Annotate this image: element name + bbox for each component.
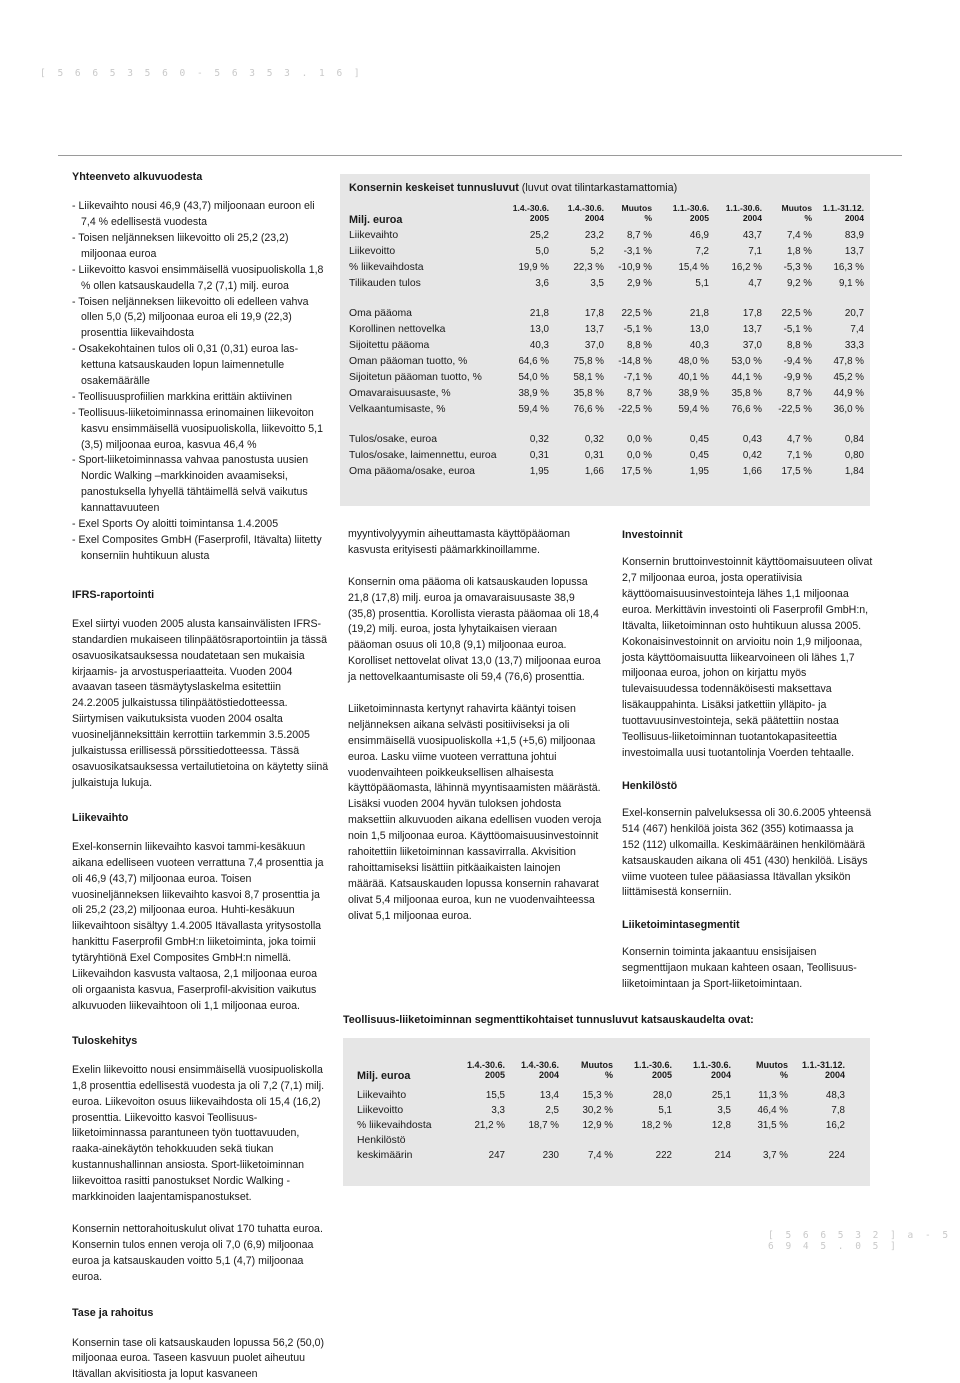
- kpi-cell: 3,5: [590, 278, 604, 289]
- segment-cell: 247: [488, 1150, 505, 1161]
- segment-cell: 18,7 %: [528, 1120, 559, 1131]
- mid-text-2: Konsernin oma pääoma oli katsauskauden lopussa 21,8 (17,8) milj. euroa ja omavaraisuusaste 38,9 (35,8) prosenttia. Korollista vierasta pääomaa oli 18,4 (19,2) milj. euroa, josta lyhytaikaisen vieraan pääoman osuus oli 10,8 (9,1) miljoonaa euroa. Korolliset nettovelat olivat 13,0 (13,7) miljoonaa euroa ja nettovelkaantumisaste oli 59,4 (76,6) prosenttia.: [348, 575, 601, 684]
- segment-column-year: %: [604, 1070, 613, 1081]
- kpi-cell: 13,0: [689, 324, 709, 335]
- segment-column-header: [732, 1060, 788, 1081]
- kpi-group-gap: [349, 294, 861, 308]
- segment-row-label: Henkilöstö keskimäärin: [357, 1135, 413, 1161]
- segment-cell: 31,5 %: [757, 1120, 788, 1131]
- kpi-column-header: [596, 204, 652, 224]
- kpi-row-label: Velkaantumisaste, %: [349, 404, 446, 415]
- segment-column-year: 2005: [651, 1070, 672, 1081]
- segment-column-year: 2004: [710, 1070, 731, 1081]
- kpi-cell: 17,8: [742, 308, 762, 319]
- kpi-cell: 0,0 %: [626, 434, 652, 445]
- kpi-row: [349, 434, 864, 450]
- kpi-row: [349, 340, 864, 356]
- kpi-cell: 1,8 %: [786, 246, 812, 257]
- kpi-cell: 5,2: [590, 246, 604, 257]
- kpi-cell: 44,1 %: [731, 372, 762, 383]
- kpi-cell: 17,8: [584, 308, 604, 319]
- kpi-row: [349, 372, 864, 388]
- segment-cell: 12,9 %: [582, 1120, 613, 1131]
- kpi-cell: -22,5 %: [618, 404, 652, 415]
- kpi-header-row: [349, 203, 864, 230]
- segment-cell: 15,5: [485, 1090, 505, 1101]
- kpi-cell: 5,1: [695, 278, 709, 289]
- kpi-cell: 0,45: [689, 450, 709, 461]
- tuloskehitys-text-1: Exelin liikevoitto nousi ensimmäisellä vuosipuoliskolla 1,8 prosenttia edellisestä vuodesta ja oli 7,2 (7,1) milj. euroa. Liikevoiton osuus liikevaihdosta oli 15,4 (16,2) prosenttia. Liikevoitto kasvoi Teollisuus-liiketoiminnassa parantuneen työn tuottavuuden, raaka-ainekäytön tehokkuuden sekä tiukan kustannushallinnan ansiosta. Sport-liiketoiminnan liikevoittoa rasitti panostukset Nordic Walking -markkinoiden laajentamispanostukset.: [72, 1063, 325, 1203]
- kpi-column-header: [756, 204, 812, 224]
- kpi-row: [349, 278, 864, 294]
- liikevaihto-heading: Liikevaihto: [72, 811, 129, 824]
- segment-column-period: 1.1.-31.12.: [801, 1060, 845, 1070]
- segment-cell: 214: [714, 1150, 731, 1161]
- segment-cell: 25,1: [711, 1090, 731, 1101]
- kpi-title: Konsernin keskeiset tunnusluvut (luvut ovat tilintarkastamattomia): [349, 182, 678, 194]
- segment-cell: 5,1: [658, 1105, 672, 1116]
- kpi-cell: 76,6 %: [731, 404, 762, 415]
- tuloskehitys-heading: Tuloskehitys: [72, 1034, 138, 1047]
- segment-column-header: [557, 1060, 613, 1081]
- kpi-row: [349, 388, 864, 404]
- kpi-cell: 64,6 %: [518, 356, 549, 367]
- segment-cell: 3,5: [717, 1105, 731, 1116]
- kpi-cell: 0,45: [689, 434, 709, 445]
- kpi-cell: 9,1 %: [838, 278, 864, 289]
- kpi-column-year: 2004: [742, 212, 762, 223]
- kpi-cell: 16,2 %: [731, 262, 762, 273]
- segment-cell: 7,4 %: [587, 1150, 613, 1161]
- summary-list: [72, 199, 330, 564]
- kpi-row-label: Tulos/osake, laimennettu, euroa: [349, 450, 497, 461]
- kpi-cell: 44,9 %: [833, 388, 864, 399]
- segment-cell: 224: [828, 1150, 845, 1161]
- kpi-cell: 1,95: [689, 466, 709, 477]
- segment-cell: 3,3: [491, 1105, 505, 1116]
- kpi-column-period: 1.4.-30.6.: [512, 203, 549, 213]
- kpi-row-label: Sijoitettu pääoma: [349, 340, 430, 351]
- kpi-cell: 36,0 %: [833, 404, 864, 415]
- segment-column-header: [616, 1060, 672, 1081]
- kpi-body: [349, 230, 864, 482]
- kpi-column-header: [493, 204, 549, 224]
- kpi-row-label: Korollinen nettovelka: [349, 324, 446, 335]
- kpi-cell: 8,7 %: [626, 230, 652, 241]
- kpi-cell: 0,31: [584, 450, 604, 461]
- segment-cell: 13,4: [539, 1090, 559, 1101]
- kpi-cell: 1,66: [742, 466, 762, 477]
- kpi-cell: 0,42: [742, 450, 762, 461]
- summary-bullet: - Teollisuusprofiilien markkina erittäin aktiivinen: [72, 390, 293, 403]
- mid-text-1: myyntivolyyymin aiheuttamasta käyttöpääoman kasvusta erityisesti päämarkkinoillamme.: [348, 528, 570, 556]
- kpi-cell: 0,84: [844, 434, 864, 445]
- kpi-row-label: Tulos/osake, euroa: [349, 434, 437, 445]
- kpi-cell: 13,0: [529, 324, 549, 335]
- segment-cell: 18,2 %: [641, 1120, 672, 1131]
- summary-bullet: - Liikevoitto kasvoi ensimmäisellä vuosipuoliskolla 1,8 % ollen katsauskaudella 7,2 (7,1) milj. euroa: [72, 263, 324, 292]
- kpi-row-label: Liikevaihto: [349, 230, 399, 241]
- kpi-cell: 0,31: [529, 450, 549, 461]
- kpi-row-label: Sijoitetun pääoman tuotto, %: [349, 372, 482, 383]
- segment-cell: 7,8: [831, 1105, 845, 1116]
- kpi-column-period: 1.1.-30.6.: [725, 203, 762, 213]
- kpi-column-period: 1.1.-31.12.: [822, 203, 864, 213]
- summary-bullet: - Exel Composites GmbH (Faserprofil, Itävalta) liitetty konserniin huhtikuun alusta: [72, 533, 322, 562]
- kpi-cell: 1,95: [529, 466, 549, 477]
- segment-cell: 15,3 %: [582, 1090, 613, 1101]
- right-column: [622, 527, 874, 1009]
- kpi-cell: 43,7: [742, 230, 762, 241]
- kpi-cell: 23,2: [584, 230, 604, 241]
- kpi-cell: 47,8 %: [833, 356, 864, 367]
- summary-bullet: - Toisen neljänneksen liikevoitto oli edelleen vahva ollen 5,0 (5,2) miljoonaa euroa eli 19,9 (22,3) prosenttia liikevaihdosta: [72, 295, 309, 340]
- kpi-column-header: [653, 204, 709, 224]
- segment-cell: 28,0: [652, 1090, 672, 1101]
- investoinnit-text: Konsernin bruttoinvestoinnit käyttöomaisuuteen olivat 2,7 miljoonaa euroa, josta operatiivisia käyttöomaisuusinvestointeja lähes 1,1 miljoonaa euroa. Merkittävin investointi oli Faserprofil GmbH:n, Itävalta, liiketoiminnan osto huhtikuun alussa 2005. Kokonaisinvestoinnit on arvioitu noin 1,9 miljoonaa, josta käyttöomaisuutta liikearvoineen oli lähes 1,7 miljoonaa euroa, johon on kirjattu myös tulevaisuudessa todennäköisesti maksettava lisäkauppahinta. Lisäksi jatkettiin ylläpito- ja tuottavuusinvestointeja, sekä päätettiin nostaa Teollisuus-liiketoiminnan tuotantokapasiteettia investoimalla uusi tuotantolinja Voerden tehtaalle.: [622, 556, 873, 759]
- kpi-cell: 0,32: [529, 434, 549, 445]
- segmentit-text: Konsernin toiminta jakaantuu ensisijaisen segmenttijaon mukaan kahteen osaan, Teollisuus-liiketoimintaan ja Sport-liiketoimintaan.: [622, 946, 857, 991]
- segmentit-heading: Liiketoimintasegmentit: [622, 919, 740, 932]
- ifrs-heading: IFRS-raportointi: [72, 588, 155, 601]
- kpi-cell: 7,1: [748, 246, 762, 257]
- kpi-column-year: 2005: [529, 212, 549, 223]
- kpi-cell: 8,7 %: [626, 388, 652, 399]
- segment-cell: 48,3: [825, 1090, 845, 1101]
- kpi-cell: -5,3 %: [783, 262, 812, 273]
- kpi-unit-label: Milj. euroa: [349, 214, 403, 226]
- kpi-cell: 5,0: [535, 246, 549, 257]
- segment-column-header: [789, 1060, 845, 1081]
- kpi-column-year: 2004: [584, 212, 604, 223]
- kpi-cell: 40,3: [529, 340, 549, 351]
- kpi-cell: 21,8: [529, 308, 549, 319]
- kpi-cell: 37,0: [584, 340, 604, 351]
- kpi-row-label: Tilikauden tulos: [349, 278, 421, 289]
- segment-cell: 12,8: [711, 1120, 731, 1131]
- document-code-top: [ 5 6 6 5 3 5 6 0 - 5 6 3 5 3 . 1 6 ]: [40, 68, 363, 79]
- summary-bullet: - Sport-liiketoiminnassa vahvaa panostusta uusien Nordic Walking –markkinoiden avaamiseksi, panostuksella lyhyellä tähtäimellä selvä vaikutus kannattavuuteen: [72, 454, 309, 515]
- segment-column-year: %: [779, 1070, 788, 1081]
- henkilosto-heading: Henkilöstö: [622, 779, 678, 792]
- segment-column-year: 2004: [824, 1070, 845, 1081]
- segment-cell: 46,4 %: [757, 1105, 788, 1116]
- segment-column-period: 1.4.-30.6.: [520, 1060, 559, 1070]
- segment-row: [357, 1118, 856, 1133]
- segment-cell: 11,3 %: [758, 1090, 788, 1101]
- segment-table: [343, 1038, 870, 1186]
- segment-column-period: 1.1.-30.6.: [633, 1060, 672, 1070]
- kpi-cell: 25,2: [529, 230, 549, 241]
- kpi-row: [349, 466, 864, 482]
- segment-column-year: 2005: [484, 1070, 505, 1081]
- kpi-cell: 0,32: [584, 434, 604, 445]
- segment-row: [357, 1133, 856, 1163]
- summary-bullet: - Osakekohtainen tulos oli 0,31 (0,31) euroa las- kettuna katsauskauden lopun laimennetulle osakemäärälle: [72, 343, 299, 387]
- kpi-cell: -9,4 %: [783, 356, 812, 367]
- kpi-cell: -5,1 %: [783, 324, 812, 335]
- segment-row-label: % liikevaihdosta: [357, 1120, 432, 1131]
- kpi-row: [349, 246, 864, 262]
- kpi-row: [349, 450, 864, 466]
- kpi-cell: 0,0 %: [626, 450, 652, 461]
- kpi-column-year: %: [804, 212, 812, 223]
- kpi-cell: 9,2 %: [786, 278, 812, 289]
- kpi-row: [349, 404, 864, 420]
- segment-row: [357, 1103, 856, 1118]
- kpi-column-period: Muutos: [781, 203, 812, 213]
- kpi-cell: 59,4 %: [518, 404, 549, 415]
- kpi-row: [349, 324, 864, 340]
- kpi-column-header: [808, 204, 864, 224]
- kpi-cell: -5,1 %: [623, 324, 652, 335]
- kpi-cell: 2,9 %: [626, 278, 652, 289]
- segment-cell: 2,5: [545, 1105, 559, 1116]
- kpi-cell: 7,2: [695, 246, 709, 257]
- kpi-cell: 8,8 %: [626, 340, 652, 351]
- kpi-cell: 0,43: [742, 434, 762, 445]
- segment-column-header: [503, 1060, 559, 1081]
- tuloskehitys-text-2: Konsernin nettorahoituskulut olivat 170 tuhatta euroa. Konsernin tulos ennen veroja oli 7,0 (6,9) miljoonaa euroa ja katsauskauden voitto 5,1 (4,7) miljoonaa euroa.: [72, 1222, 323, 1283]
- kpi-cell: -14,8 %: [618, 356, 652, 367]
- kpi-cell: 53,0 %: [731, 356, 762, 367]
- header-rule: [58, 155, 902, 156]
- kpi-cell: 54,0 %: [518, 372, 549, 383]
- kpi-column-header: [706, 204, 762, 224]
- segment-table-title: Teollisuus-liiketoiminnan segmenttikohtaiset tunnusluvut katsauskaudelta ovat:: [343, 1014, 754, 1026]
- kpi-column-year: 2005: [689, 212, 709, 223]
- kpi-cell: 45,2 %: [833, 372, 864, 383]
- segment-unit-label: Milj. euroa: [357, 1070, 411, 1082]
- kpi-cell: 22,5 %: [621, 308, 652, 319]
- kpi-cell: 22,3 %: [573, 262, 604, 273]
- kpi-cell: 37,0: [742, 340, 762, 351]
- segment-body: [357, 1088, 856, 1163]
- kpi-row: [349, 230, 864, 246]
- summary-bullet: - Toisen neljänneksen liikevoitto oli 25,2 (23,2) miljoonaa euroa: [72, 231, 289, 260]
- kpi-cell: 46,9: [689, 230, 709, 241]
- kpi-cell: 40,3: [689, 340, 709, 351]
- kpi-cell: 8,7 %: [786, 388, 812, 399]
- segment-cell: 30,2 %: [582, 1105, 613, 1116]
- segment-cell: 230: [542, 1150, 559, 1161]
- kpi-row-label: Oma pääoma/osake, euroa: [349, 466, 475, 477]
- kpi-cell: 33,3: [844, 340, 864, 351]
- kpi-cell: 13,7: [742, 324, 762, 335]
- kpi-column-year: %: [644, 212, 652, 223]
- segment-header-row: [357, 1060, 856, 1088]
- segment-row: [357, 1088, 856, 1103]
- kpi-cell: 58,1 %: [573, 372, 604, 383]
- kpi-cell: -3,1 %: [623, 246, 652, 257]
- kpi-cell: 38,9 %: [678, 388, 709, 399]
- kpi-cell: 40,1 %: [678, 372, 709, 383]
- kpi-column-period: Muutos: [621, 203, 652, 213]
- kpi-column-period: 1.4.-30.6.: [567, 203, 604, 213]
- kpi-cell: 76,6 %: [573, 404, 604, 415]
- kpi-cell: 13,7: [844, 246, 864, 257]
- kpi-cell: 16,3 %: [833, 262, 864, 273]
- segment-row-label: Liikevaihto: [357, 1090, 407, 1101]
- kpi-row: [349, 262, 864, 278]
- kpi-row-label: Liikevoitto: [349, 246, 396, 257]
- kpi-row-label: Omavaraisuusaste, %: [349, 388, 451, 399]
- kpi-cell: -7,1 %: [623, 372, 652, 383]
- segment-row-label: Liikevoitto: [357, 1105, 404, 1116]
- tase-text: Konsernin tase oli katsauskauden lopussa 56,2 (50,0) miljoonaa euroa. Taseen kasvuun puolet aiheutuu Itävallan akvisitiosta ja loput kasvaneen: [72, 1336, 325, 1381]
- segment-column-year: 2004: [538, 1070, 559, 1081]
- kpi-column-period: 1.1.-30.6.: [672, 203, 709, 213]
- kpi-row: [349, 308, 864, 324]
- kpi-row-label: Oman pääoman tuotto, %: [349, 356, 468, 367]
- tase-heading: Tase ja rahoitus: [72, 1307, 154, 1320]
- segment-column-period: 1.4.-30.6.: [466, 1060, 505, 1070]
- kpi-cell: 19,9 %: [518, 262, 549, 273]
- segment-column-period: Muutos: [756, 1060, 788, 1070]
- left-column: [72, 169, 330, 1383]
- kpi-cell: -10,9 %: [618, 262, 652, 273]
- document-code-bottom: [ 5 6 6 5 3 2 ] a - 5 6 9 4 5 . 0 5 ]: [768, 1230, 952, 1252]
- summary-bullet: - Teollisuus-liiketoiminnassa erinomainen liikevoiton kasvu ensimmäisellä vuosipuoliskolla, liikevoitto 5,1 (3,5) miljoonaa euroa, kasvua 46,4 %: [72, 406, 324, 451]
- segment-cell: 3,7 %: [762, 1150, 788, 1161]
- summary-heading: Yhteenveto alkuvuodesta: [72, 171, 203, 183]
- ifrs-text: Exel siirtyi vuoden 2005 alusta kansainvälisten IFRS-standardien mukaiseen tilinpäätösraportointiin ja tässä osavuosikatsauksessa noudatetaan sen mukaisia kirjaamis- ja arvostusperiaatteita. Vuoden 2004 avaavan taseen täsmäytyslaskelma esitettiin 24.2.2005 julkaistussa tilinpäätöstiedotteessa. Siirtymisen vaikutuksista vuoden 2004 osalta vuosineljänneksittäin kerrottiin tarkemmin 3.5.2005 julkaistussa erillisessä pörssitiedotteessa. Tässä osavuosikatsauksessa vertailutietoina on käytetty siinä julkaistuja lukuja.: [72, 617, 329, 789]
- kpi-cell: 4,7: [748, 278, 762, 289]
- kpi-cell: 7,1 %: [786, 450, 812, 461]
- summary-bullet: - Liikevaihto nousi 46,9 (43,7) miljoonaan euroon eli 7,4 % edellisestä vuodesta: [72, 200, 315, 229]
- kpi-cell: 83,9: [844, 230, 864, 241]
- mid-text-3: Liiketoiminnasta kertynyt rahavirta kääntyi toisen neljänneksen aikana selvästi positiiviseksi ja oli ensimmäisellä vuosipuoliskolla +1,5 (+5,6) miljoonaa euroa. Lasku viime vuoteen verrattuna johtui vuodenvaihteen poikkeuksellisen alhaisesta käyttöpääomasta, lähinnä myyntisaamisten määrästä. Lisäksi vuoden 2004 hyvän tuloksen johdosta maksettiin alkuvuoden aikana edellisen vuoden veroja noin 1,5 miljoonaa euroa. Käyttöomaisuusinvestoinnit rahoitettiin liiketoiminnan kassavirralla. Akvisition rahoittamiseksi lisättiin pitkäaikaisten lainojen määrää. Katsauskauden lopussa konsernin rahavarat olivat 5,4 miljoonaa euroa, kun ne vuodenvaihteessa olivat 5,1 miljoonaa euroa.: [348, 703, 602, 922]
- segment-column-header: [449, 1060, 505, 1081]
- kpi-cell: 20,7: [844, 308, 864, 319]
- kpi-cell: -22,5 %: [778, 404, 812, 415]
- kpi-row: [349, 356, 864, 372]
- kpi-cell: 17,5 %: [621, 466, 652, 477]
- kpi-cell: 35,8 %: [731, 388, 762, 399]
- segment-cell: 222: [655, 1150, 672, 1161]
- middle-column: [348, 527, 602, 940]
- kpi-row-label: % liikevaihdosta: [349, 262, 424, 273]
- segment-column-period: Muutos: [581, 1060, 613, 1070]
- kpi-cell: 1,84: [844, 466, 864, 477]
- segment-cell: 16,2: [825, 1120, 845, 1131]
- segment-cell: 21,2 %: [474, 1120, 505, 1131]
- kpi-cell: 1,66: [584, 466, 604, 477]
- kpi-cell: 59,4 %: [678, 404, 709, 415]
- kpi-cell: 38,9 %: [518, 388, 549, 399]
- kpi-group-gap: [349, 420, 861, 434]
- kpi-column-year: 2004: [844, 212, 864, 223]
- kpi-cell: 35,8 %: [573, 388, 604, 399]
- kpi-cell: 17,5 %: [781, 466, 812, 477]
- kpi-cell: 48,0 %: [678, 356, 709, 367]
- kpi-cell: 0,80: [844, 450, 864, 461]
- summary-bullet: - Exel Sports Oy aloitti toimintansa 1.4.2005: [72, 518, 279, 530]
- kpi-cell: 15,4 %: [678, 262, 709, 273]
- segment-column-period: 1.1.-30.6.: [692, 1060, 731, 1070]
- kpi-cell: -9,9 %: [783, 372, 812, 383]
- kpi-cell: 7,4: [850, 324, 864, 335]
- kpi-row-label: Oma pääoma: [349, 308, 412, 319]
- kpi-cell: 13,7: [584, 324, 604, 335]
- kpi-cell: 22,5 %: [781, 308, 812, 319]
- kpi-cell: 4,7 %: [786, 434, 812, 445]
- kpi-cell: 8,8 %: [786, 340, 812, 351]
- henkilosto-text: Exel-konsernin palveluksessa oli 30.6.2005 yhteensä 514 (467) henkilöä joista 362 (355) kotimaassa ja 152 (112) ulkomailla. Keskimääräinen henkilömäärä katsauskauden aikana oli 451 (430) henkilöä. Lisäys viime vuoteen tulee pääasiassa Itävallan yksikön liittämisestä konserniin.: [622, 806, 872, 899]
- kpi-cell: 21,8: [689, 308, 709, 319]
- kpi-cell: 3,6: [535, 278, 549, 289]
- investoinnit-heading: Investoinnit: [622, 529, 683, 541]
- segment-column-header: [675, 1060, 731, 1081]
- kpi-cell: 75,8 %: [573, 356, 604, 367]
- kpi-cell: 7,4 %: [786, 230, 812, 241]
- liikevaihto-text: Exel-konsernin liikevaihto kasvoi tammi-kesäkuun aikana edelliseen vuoteen verrattuna 7,4 prosenttia ja oli 46,9 (43,7) miljoonaa euroa. Toisen vuosineljänneksen liikevaihto kasvoi 8,7 prosenttia ja oli 25,2 (23,2) miljoonaa euroa. Huhti-kesäkuun liikevaihtoon sisältyy 1.4.2005 Itävallasta yritysostolla hankittu Faserprofil GmbH:n liiketoiminta, joka toimii tytäryhtiönä Exel Composites GmbH:n nimellä. Liikevaihdon kasvusta valtaosa, 2,1 miljoonaa euroa oli orgaanista kasvua, Faserprofil-akvisition vaikutus alkuvuoden liikevaihtoon oli 1,1 miljoonaa euroa.: [72, 840, 324, 1012]
- kpi-table: [340, 174, 870, 506]
